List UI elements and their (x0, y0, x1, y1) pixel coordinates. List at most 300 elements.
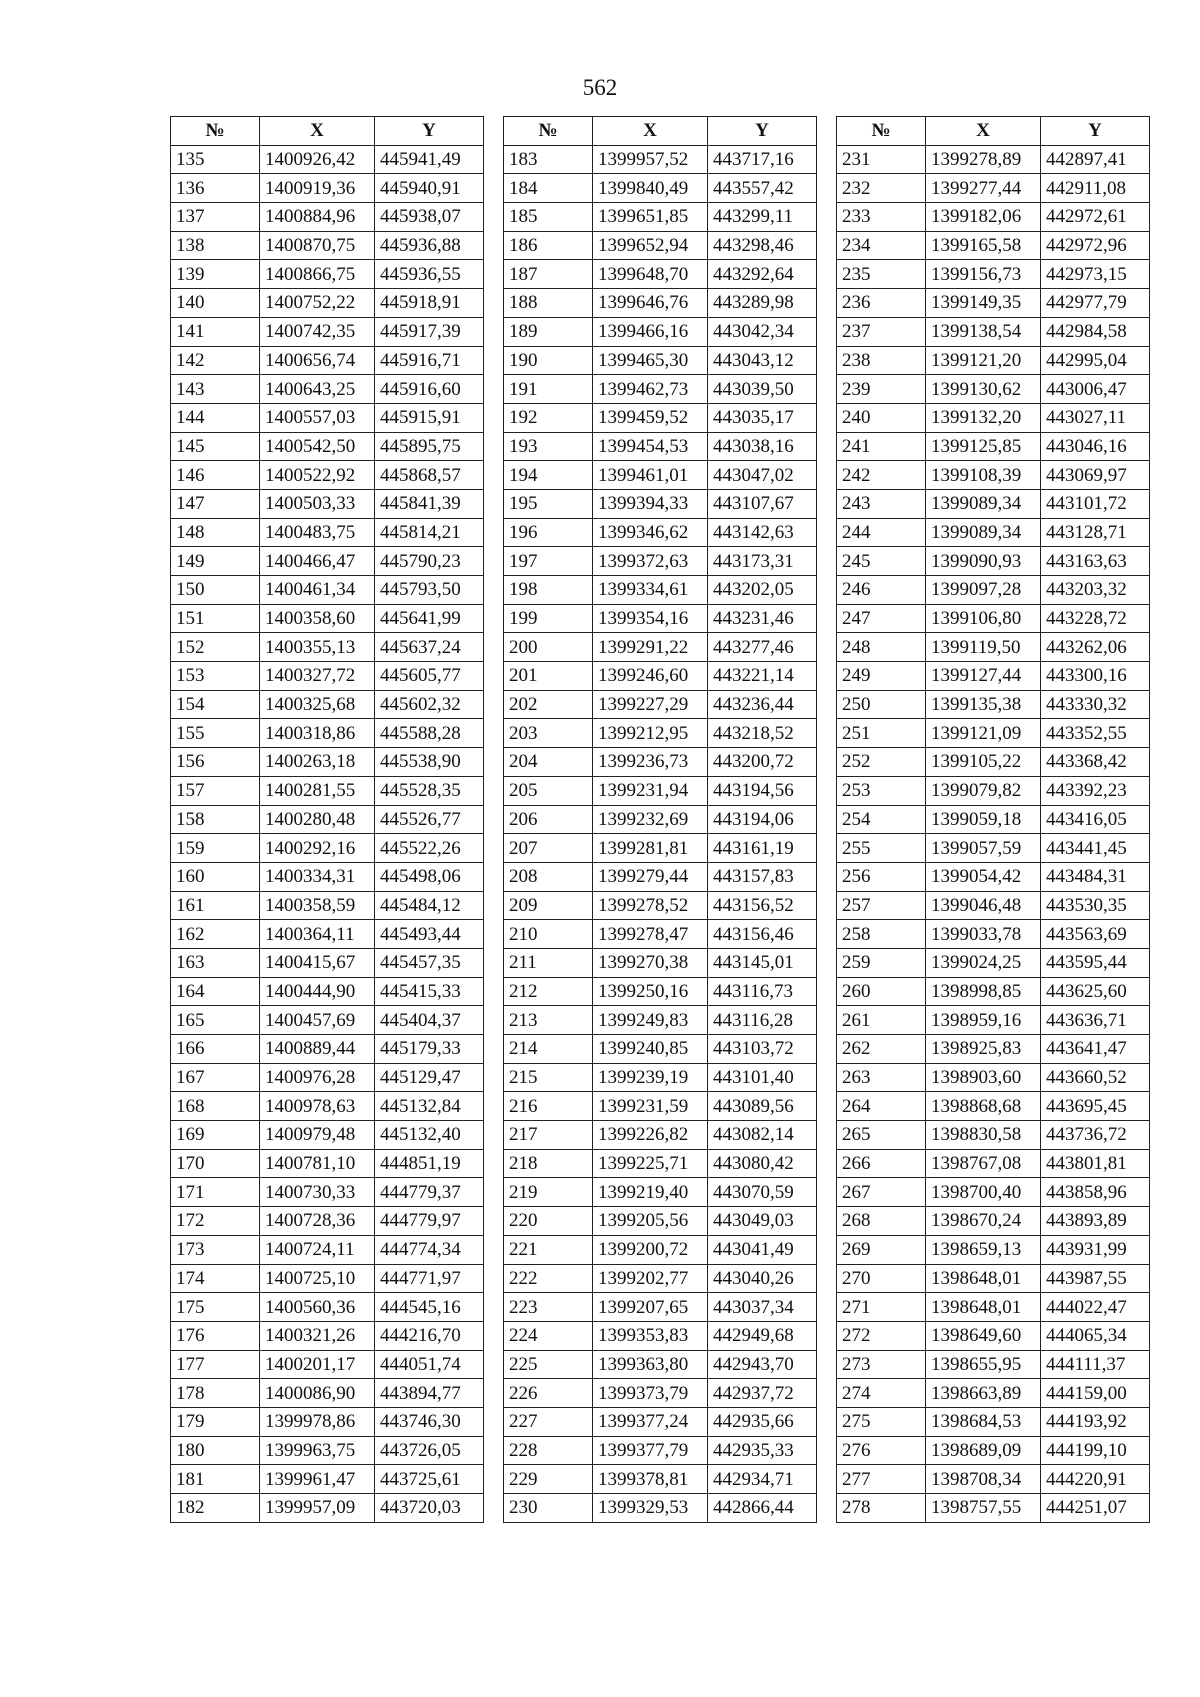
x-coordinate: 1399132,20 (926, 403, 1041, 432)
point-number: 237 (837, 317, 926, 346)
point-number: 156 (171, 748, 260, 777)
table-row (837, 1149, 1150, 1178)
point-number: 172 (171, 1207, 260, 1236)
y-coordinate: 445793,50 (375, 576, 484, 605)
point-number: 164 (171, 977, 260, 1006)
point-number: 216 (504, 1092, 593, 1121)
table-row (171, 289, 484, 318)
point-number: 205 (504, 776, 593, 805)
x-coordinate: 1400728,36 (260, 1207, 375, 1236)
x-coordinate: 1400358,60 (260, 604, 375, 633)
table-row (504, 203, 817, 232)
table-row (171, 1465, 484, 1494)
point-number: 149 (171, 547, 260, 576)
y-coordinate: 443292,64 (708, 260, 817, 289)
point-number: 201 (504, 662, 593, 691)
point-number: 227 (504, 1407, 593, 1436)
point-number: 142 (171, 346, 260, 375)
point-number: 241 (837, 432, 926, 461)
point-number: 143 (171, 375, 260, 404)
y-coordinate: 443116,73 (708, 977, 817, 1006)
table-row (504, 604, 817, 633)
x-coordinate: 1399130,62 (926, 375, 1041, 404)
point-number: 162 (171, 920, 260, 949)
header-num: № (504, 117, 593, 146)
x-coordinate: 1399334,61 (593, 576, 708, 605)
point-number: 165 (171, 1006, 260, 1035)
x-coordinate: 1399054,42 (926, 862, 1041, 891)
y-coordinate: 444216,70 (375, 1321, 484, 1350)
y-coordinate: 442972,96 (1041, 231, 1150, 260)
x-coordinate: 1399978,86 (260, 1407, 375, 1436)
table-row (171, 1149, 484, 1178)
x-coordinate: 1398670,24 (926, 1207, 1041, 1236)
y-coordinate: 443089,56 (708, 1092, 817, 1121)
y-coordinate: 444779,97 (375, 1207, 484, 1236)
y-coordinate: 443660,52 (1041, 1063, 1150, 1092)
table-row (504, 1235, 817, 1264)
point-number: 138 (171, 231, 260, 260)
y-coordinate: 442937,72 (708, 1379, 817, 1408)
point-number: 257 (837, 891, 926, 920)
point-number: 242 (837, 461, 926, 490)
table-row (171, 403, 484, 432)
point-number: 141 (171, 317, 260, 346)
point-number: 224 (504, 1321, 593, 1350)
x-coordinate: 1399462,73 (593, 375, 708, 404)
table-row (171, 1063, 484, 1092)
y-coordinate: 443042,34 (708, 317, 817, 346)
table-row (837, 977, 1150, 1006)
point-number: 215 (504, 1063, 593, 1092)
x-coordinate: 1398959,16 (926, 1006, 1041, 1035)
x-coordinate: 1400457,69 (260, 1006, 375, 1035)
point-number: 225 (504, 1350, 593, 1379)
y-coordinate: 443173,31 (708, 547, 817, 576)
y-coordinate: 443801,81 (1041, 1149, 1150, 1178)
y-coordinate: 444111,37 (1041, 1350, 1150, 1379)
table-row (837, 576, 1150, 605)
x-coordinate: 1399957,52 (593, 145, 708, 174)
x-coordinate: 1400280,48 (260, 805, 375, 834)
y-coordinate: 443047,02 (708, 461, 817, 490)
point-number: 188 (504, 289, 593, 318)
point-number: 246 (837, 576, 926, 605)
y-coordinate: 443101,40 (708, 1063, 817, 1092)
x-coordinate: 1399465,30 (593, 346, 708, 375)
x-coordinate: 1399466,16 (593, 317, 708, 346)
table-row (171, 1350, 484, 1379)
table-row (837, 289, 1150, 318)
y-coordinate: 442911,08 (1041, 174, 1150, 203)
page-number: 562 (582, 75, 618, 100)
x-coordinate: 1399202,77 (593, 1264, 708, 1293)
point-number: 231 (837, 145, 926, 174)
y-coordinate: 445602,32 (375, 690, 484, 719)
table-row (504, 776, 817, 805)
y-coordinate: 445936,55 (375, 260, 484, 289)
y-coordinate: 443156,46 (708, 920, 817, 949)
y-coordinate: 442973,15 (1041, 260, 1150, 289)
table-row (171, 260, 484, 289)
x-coordinate: 1398648,01 (926, 1293, 1041, 1322)
point-number: 212 (504, 977, 593, 1006)
x-coordinate: 1399207,65 (593, 1293, 708, 1322)
y-coordinate: 443161,19 (708, 834, 817, 863)
point-number: 217 (504, 1121, 593, 1150)
table-row (504, 1006, 817, 1035)
x-coordinate: 1399346,62 (593, 518, 708, 547)
table-row (171, 719, 484, 748)
table-row (837, 834, 1150, 863)
point-number: 166 (171, 1035, 260, 1064)
point-number: 219 (504, 1178, 593, 1207)
table-row (837, 375, 1150, 404)
point-number: 140 (171, 289, 260, 318)
point-number: 184 (504, 174, 593, 203)
y-coordinate: 443277,46 (708, 633, 817, 662)
y-coordinate: 442943,70 (708, 1350, 817, 1379)
point-number: 253 (837, 776, 926, 805)
table-row (837, 1465, 1150, 1494)
x-coordinate: 1399059,18 (926, 805, 1041, 834)
table-row (837, 174, 1150, 203)
table-row (837, 489, 1150, 518)
y-coordinate: 443027,11 (1041, 403, 1150, 432)
point-number: 266 (837, 1149, 926, 1178)
point-number: 195 (504, 489, 593, 518)
x-coordinate: 1399840,49 (593, 174, 708, 203)
y-coordinate: 443746,30 (375, 1407, 484, 1436)
point-number: 260 (837, 977, 926, 1006)
y-coordinate: 443037,34 (708, 1293, 817, 1322)
table-row (171, 1264, 484, 1293)
y-coordinate: 442949,68 (708, 1321, 817, 1350)
y-coordinate: 445790,23 (375, 547, 484, 576)
point-number: 208 (504, 862, 593, 891)
table-row (504, 461, 817, 490)
point-number: 271 (837, 1293, 926, 1322)
point-number: 256 (837, 862, 926, 891)
y-coordinate: 443300,16 (1041, 662, 1150, 691)
x-coordinate: 1399961,47 (260, 1465, 375, 1494)
y-coordinate: 443236,44 (708, 690, 817, 719)
y-coordinate: 442934,71 (708, 1465, 817, 1494)
point-number: 202 (504, 690, 593, 719)
point-number: 206 (504, 805, 593, 834)
x-coordinate: 1399046,48 (926, 891, 1041, 920)
point-number: 169 (171, 1121, 260, 1150)
table-row (504, 145, 817, 174)
x-coordinate: 1398757,55 (926, 1494, 1041, 1523)
y-coordinate: 443043,12 (708, 346, 817, 375)
point-number: 154 (171, 690, 260, 719)
table-row (837, 1407, 1150, 1436)
x-coordinate: 1400884,96 (260, 203, 375, 232)
point-number: 155 (171, 719, 260, 748)
table-row (171, 604, 484, 633)
table-row (171, 1092, 484, 1121)
table-row (171, 489, 484, 518)
y-coordinate: 443101,72 (1041, 489, 1150, 518)
y-coordinate: 443368,42 (1041, 748, 1150, 777)
point-number: 135 (171, 145, 260, 174)
x-coordinate: 1400358,59 (260, 891, 375, 920)
table-row (171, 662, 484, 691)
point-number: 269 (837, 1235, 926, 1264)
x-coordinate: 1399138,54 (926, 317, 1041, 346)
x-coordinate: 1399108,39 (926, 461, 1041, 490)
x-coordinate: 1399079,82 (926, 776, 1041, 805)
point-number: 136 (171, 174, 260, 203)
y-coordinate: 442935,33 (708, 1436, 817, 1465)
y-coordinate: 445941,49 (375, 145, 484, 174)
table-row (504, 489, 817, 518)
y-coordinate: 445132,84 (375, 1092, 484, 1121)
x-coordinate: 1400979,48 (260, 1121, 375, 1150)
point-number: 146 (171, 461, 260, 490)
table-row (171, 891, 484, 920)
x-coordinate: 1399363,80 (593, 1350, 708, 1379)
x-coordinate: 1400522,92 (260, 461, 375, 490)
point-number: 258 (837, 920, 926, 949)
table-row (837, 805, 1150, 834)
x-coordinate: 1400466,47 (260, 547, 375, 576)
x-coordinate: 1399212,95 (593, 719, 708, 748)
x-coordinate: 1399105,22 (926, 748, 1041, 777)
point-number: 214 (504, 1035, 593, 1064)
point-number: 174 (171, 1264, 260, 1293)
header-row (171, 117, 484, 146)
coordinates-table-1 (170, 116, 484, 1523)
table-row (171, 1121, 484, 1150)
y-coordinate: 443040,26 (708, 1264, 817, 1293)
y-coordinate: 445868,57 (375, 461, 484, 490)
y-coordinate: 443931,99 (1041, 1235, 1150, 1264)
point-number: 223 (504, 1293, 593, 1322)
x-coordinate: 1399106,80 (926, 604, 1041, 633)
x-coordinate: 1400461,34 (260, 576, 375, 605)
table-row (837, 633, 1150, 662)
y-coordinate: 444220,91 (1041, 1465, 1150, 1494)
y-coordinate: 442866,44 (708, 1494, 817, 1523)
x-coordinate: 1399281,81 (593, 834, 708, 863)
x-coordinate: 1398830,58 (926, 1121, 1041, 1150)
y-coordinate: 442977,79 (1041, 289, 1150, 318)
point-number: 220 (504, 1207, 593, 1236)
x-coordinate: 1398655,95 (926, 1350, 1041, 1379)
x-coordinate: 1399149,35 (926, 289, 1041, 318)
x-coordinate: 1399377,24 (593, 1407, 708, 1436)
table-row (171, 231, 484, 260)
y-coordinate: 445493,44 (375, 920, 484, 949)
point-number: 268 (837, 1207, 926, 1236)
table-row (837, 1350, 1150, 1379)
y-coordinate: 443202,05 (708, 576, 817, 605)
y-coordinate: 444159,00 (1041, 1379, 1150, 1408)
x-coordinate: 1400724,11 (260, 1235, 375, 1264)
table-row (504, 1350, 817, 1379)
table-row (171, 633, 484, 662)
y-coordinate: 445940,91 (375, 174, 484, 203)
table-row (171, 834, 484, 863)
header-row (504, 117, 817, 146)
x-coordinate: 1400327,72 (260, 662, 375, 691)
y-coordinate: 443116,28 (708, 1006, 817, 1035)
point-number: 177 (171, 1350, 260, 1379)
table-row (171, 776, 484, 805)
table-row (837, 317, 1150, 346)
y-coordinate: 445179,33 (375, 1035, 484, 1064)
x-coordinate: 1399278,52 (593, 891, 708, 920)
header-x: X (593, 117, 708, 146)
x-coordinate: 1400281,55 (260, 776, 375, 805)
header-x: X (926, 117, 1041, 146)
point-number: 209 (504, 891, 593, 920)
point-number: 250 (837, 690, 926, 719)
x-coordinate: 1400355,13 (260, 633, 375, 662)
table-row (504, 805, 817, 834)
table-row (504, 891, 817, 920)
y-coordinate: 443299,11 (708, 203, 817, 232)
x-coordinate: 1399461,01 (593, 461, 708, 490)
y-coordinate: 443858,96 (1041, 1178, 1150, 1207)
point-number: 139 (171, 260, 260, 289)
x-coordinate: 1399240,85 (593, 1035, 708, 1064)
point-number: 173 (171, 1235, 260, 1264)
point-number: 137 (171, 203, 260, 232)
y-coordinate: 443725,61 (375, 1465, 484, 1494)
point-number: 273 (837, 1350, 926, 1379)
table-row (504, 719, 817, 748)
y-coordinate: 443107,67 (708, 489, 817, 518)
x-coordinate: 1399232,69 (593, 805, 708, 834)
x-coordinate: 1399250,16 (593, 977, 708, 1006)
y-coordinate: 443416,05 (1041, 805, 1150, 834)
y-coordinate: 442995,04 (1041, 346, 1150, 375)
table-row (171, 518, 484, 547)
table-row (504, 834, 817, 863)
y-coordinate: 443530,35 (1041, 891, 1150, 920)
table-row (504, 375, 817, 404)
y-coordinate: 444193,92 (1041, 1407, 1150, 1436)
x-coordinate: 1400870,75 (260, 231, 375, 260)
table-row (171, 576, 484, 605)
table-row (171, 461, 484, 490)
x-coordinate: 1400263,18 (260, 748, 375, 777)
table-row (837, 203, 1150, 232)
point-number: 239 (837, 375, 926, 404)
table-row (504, 174, 817, 203)
x-coordinate: 1399279,44 (593, 862, 708, 891)
table-row (504, 1121, 817, 1150)
x-coordinate: 1398649,60 (926, 1321, 1041, 1350)
x-coordinate: 1399394,33 (593, 489, 708, 518)
table-row (171, 1321, 484, 1350)
x-coordinate: 1400730,33 (260, 1178, 375, 1207)
table-row (837, 1207, 1150, 1236)
y-coordinate: 442897,41 (1041, 145, 1150, 174)
x-coordinate: 1399278,47 (593, 920, 708, 949)
y-coordinate: 443194,06 (708, 805, 817, 834)
point-number: 222 (504, 1264, 593, 1293)
y-coordinate: 445132,40 (375, 1121, 484, 1150)
coordinates-table-3 (836, 116, 1150, 1523)
table-row (504, 1321, 817, 1350)
y-coordinate: 443069,97 (1041, 461, 1150, 490)
x-coordinate: 1400325,68 (260, 690, 375, 719)
y-coordinate: 444779,37 (375, 1178, 484, 1207)
y-coordinate: 445895,75 (375, 432, 484, 461)
table-row (504, 1407, 817, 1436)
x-coordinate: 1399033,78 (926, 920, 1041, 949)
x-coordinate: 1399121,20 (926, 346, 1041, 375)
x-coordinate: 1399236,73 (593, 748, 708, 777)
point-number: 198 (504, 576, 593, 605)
y-coordinate: 445915,91 (375, 403, 484, 432)
table-row (504, 1293, 817, 1322)
x-coordinate: 1400334,31 (260, 862, 375, 891)
point-number: 263 (837, 1063, 926, 1092)
y-coordinate: 443156,52 (708, 891, 817, 920)
x-coordinate: 1399226,82 (593, 1121, 708, 1150)
x-coordinate: 1399156,73 (926, 260, 1041, 289)
table-row (171, 1178, 484, 1207)
y-coordinate: 443203,32 (1041, 576, 1150, 605)
point-number: 176 (171, 1321, 260, 1350)
point-number: 251 (837, 719, 926, 748)
table-row (171, 432, 484, 461)
x-coordinate: 1400415,67 (260, 948, 375, 977)
table-row (837, 1063, 1150, 1092)
y-coordinate: 445404,37 (375, 1006, 484, 1035)
x-coordinate: 1400866,75 (260, 260, 375, 289)
point-number: 182 (171, 1494, 260, 1523)
y-coordinate: 445528,35 (375, 776, 484, 805)
x-coordinate: 1399246,60 (593, 662, 708, 691)
point-number: 193 (504, 432, 593, 461)
table-row (504, 633, 817, 662)
table-row (171, 174, 484, 203)
y-coordinate: 443392,23 (1041, 776, 1150, 805)
y-coordinate: 442972,61 (1041, 203, 1150, 232)
x-coordinate: 1399225,71 (593, 1149, 708, 1178)
y-coordinate: 443231,46 (708, 604, 817, 633)
x-coordinate: 1398648,01 (926, 1264, 1041, 1293)
x-coordinate: 1399205,56 (593, 1207, 708, 1236)
table-row (837, 1235, 1150, 1264)
table-row (504, 948, 817, 977)
y-coordinate: 445457,35 (375, 948, 484, 977)
x-coordinate: 1399127,44 (926, 662, 1041, 691)
y-coordinate: 443228,72 (1041, 604, 1150, 633)
y-coordinate: 443289,98 (708, 289, 817, 318)
y-coordinate: 443557,42 (708, 174, 817, 203)
y-coordinate: 443484,31 (1041, 862, 1150, 891)
x-coordinate: 1398700,40 (926, 1178, 1041, 1207)
y-coordinate: 445498,06 (375, 862, 484, 891)
point-number: 186 (504, 231, 593, 260)
y-coordinate: 445841,39 (375, 489, 484, 518)
x-coordinate: 1399089,34 (926, 518, 1041, 547)
x-coordinate: 1398684,53 (926, 1407, 1041, 1436)
point-number: 180 (171, 1436, 260, 1465)
table-row (504, 977, 817, 1006)
table-row (504, 662, 817, 691)
table-row (837, 604, 1150, 633)
point-number: 261 (837, 1006, 926, 1035)
header-y: Y (1041, 117, 1150, 146)
